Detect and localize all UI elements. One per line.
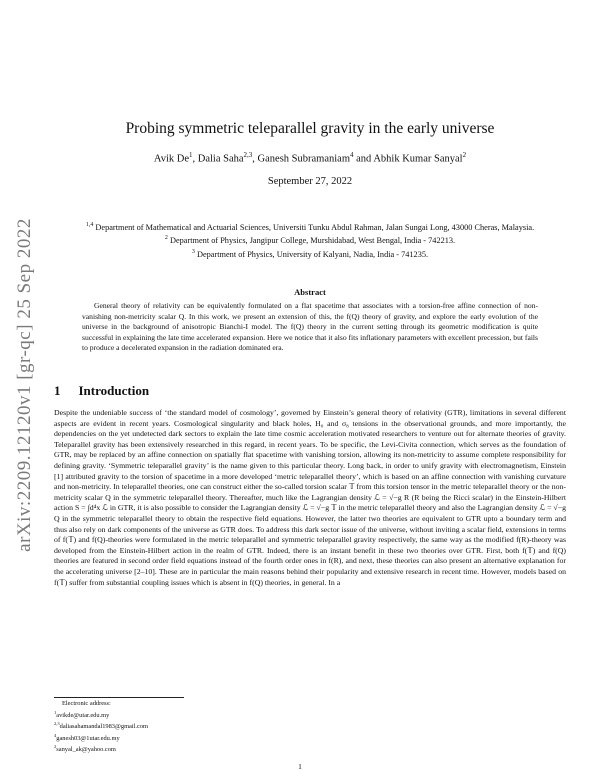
introduction-paragraph: Despite the undeniable success of ‘the standard model of cosmology’, governed by Einstein’s general theory of relativity (GTR), limitations in several different aspects are evident in recent years. Cosmological singularity and black holes, H₀ and σ₈ tensions in the observational grounds, and more importantly, the dependencies on the yet undetected dark sectors to explain the late time cosmic acceleration motivated researchers to venture out for alternate theories of gravity. Teleparallel gravity has been extensively researched in this regard, in recent years. To be specific, the Levi-Civita connection, which serves as the foundation of GTR, may be replaced by an affine connection on spatially flat spacetime with vanishing torsion, allowing its non-metricity to assume complete responsibility for defining gravity. ‘Symmetric teleparallel gravity’ is the name given to this particular theory. Long back, in order to unify gravity with electromagnetism, Einstein [1] attributed gravity to the torsion of spacetime in a more developed ‘metric teleparallel theory’, which is based on an affine connection with vanishing curvature and non-metricity. In teleparallel theories, one can construct either the so-called torsion scalar 𝕋 from this torsion tensor in the metric teleparallel theory or the non-metricity scalar Q in the symmetric teleparallel theory. Thereafter, much like the Lagrangian density ℒ = √−g R (R being the Ricci scalar) in the Einstein-Hilbert action S = ∫d⁴x ℒ in GTR, it is also possible to consider the Lagrangian density ℒ = √−g 𝕋 in the metric teleparallel theory and also the Lagrangian density ℒ = √−g Q in the symmetric teleparallel theory to obtain the respective field equations. However, the latter two theories are equivalent to GTR upto a boundary term and thus also rely on dark components of the universe as GTR does. To address this dark sector issue of the universe, without inviting a scalar field, extensions in terms of f(𝕋) and f(Q)-theories were formulated in the metric teleparallel and symmetric teleparallel gravity respectively, the same way as the modified f(R)-theory was developed from the Einstein-Hilbert action in the realm of GTR. Indeed, there is an instant benefit in these two theories over GTR. First, both f(𝕋) and f(Q) theories are featured in second order field equations instead of the fourth order ones in f(R), and next, these theories can also present an alternative explanation for the accelerating universe [2–10]. These are in particular the main reasons behind their popularity and extensive research in recent time. However, models based on f(𝕋) suffer from substantial coupling issues which is absent in f(Q) theories, in general. In a bbox=[54, 408, 566, 587]
author-sup: 2 bbox=[462, 151, 467, 159]
email-link[interactable]: ganesh03@1utar.edu.my bbox=[56, 734, 120, 742]
paper-title: Probing symmetric teleparallel gravity in the early universe bbox=[125, 120, 495, 137]
author-name: Avik De bbox=[153, 153, 190, 165]
author-sup: 2,3 bbox=[243, 151, 253, 159]
footnotes bbox=[54, 700, 354, 755]
email-link[interactable]: avikde@utar.edu.my bbox=[56, 711, 110, 719]
affiliation: $^{1,4}$ Department of Mathematical and Actuarial Sciences, Universiti Tunku Abdul Rahman, Jalan Sungai Long, 43000 Cheras, Malaysia. bbox=[85, 222, 535, 232]
footnote: $^{2,3}$daliasahamandal1983@gmail.com bbox=[54, 721, 149, 731]
page-number: 1 bbox=[298, 762, 302, 771]
section-title: Introduction bbox=[78, 383, 150, 398]
abstract-heading: Abstract bbox=[294, 287, 326, 297]
author-sup: 4 bbox=[349, 151, 354, 159]
author-list: Avik De$^1$, Dalia Saha$^{2,3}$, Ganesh Subramaniam$^4$ and Abhik Kumar Sanyal$^2$ bbox=[153, 151, 467, 165]
author-name: Ganesh Subramaniam bbox=[257, 153, 350, 165]
arxiv-identifier-stamp bbox=[2, 180, 48, 590]
author-name: Abhik Kumar Sanyal bbox=[373, 153, 463, 165]
paper-date: September 27, 2022 bbox=[267, 176, 353, 187]
section-number: 1 bbox=[54, 383, 61, 398]
footnote: Electronic address: bbox=[62, 700, 111, 707]
email-link[interactable]: sanyal_ak@yahoo.com bbox=[56, 746, 116, 754]
abstract-text: General theory of relativity can be equivalently formulated on a flat spacetime that associates with a torsion-free affine connection of non-vanishing non-metricity scalar Q. In this work, we present an extension of this, the f(Q) theory of gravity, and explore the early evolution of the universe in the background of anisotropic Bianchi-I model. The f(Q) theory in the current setting through its geometric modification is quite successful in explaining the late time accelerated expansion. Here we notice that it also fits inflationary parameters with excellent precession, but fails to produce a decelerated expansion in the radiation dominated era. bbox=[82, 301, 538, 352]
arxiv-identifier-text: arXiv:2209.12120v1 [gr-qc] 25 Sep 2022 bbox=[14, 218, 35, 552]
affiliation: $^3$ Department of Physics, University of Kalyani, Nadia, India - 741235. bbox=[191, 248, 429, 259]
footnote-divider bbox=[54, 697, 184, 698]
email-link[interactable]: daliasahamandal1983@gmail.com bbox=[59, 723, 149, 731]
author-sup: 1 bbox=[189, 151, 193, 159]
affiliations bbox=[60, 220, 560, 260]
author-name: Dalia Saha bbox=[197, 153, 244, 165]
affiliation: $^2$ Department of Physics, Jangipur College, Murshidabad, West Bengal, India - 742213. bbox=[164, 235, 456, 246]
footnote: $^4$ganesh03@1utar.edu.my bbox=[54, 732, 120, 742]
section-heading bbox=[54, 383, 149, 399]
footnote: $^1$avikde@utar.edu.my bbox=[54, 709, 110, 719]
footnote: $^2$sanyal_ak@yahoo.com bbox=[54, 744, 116, 754]
